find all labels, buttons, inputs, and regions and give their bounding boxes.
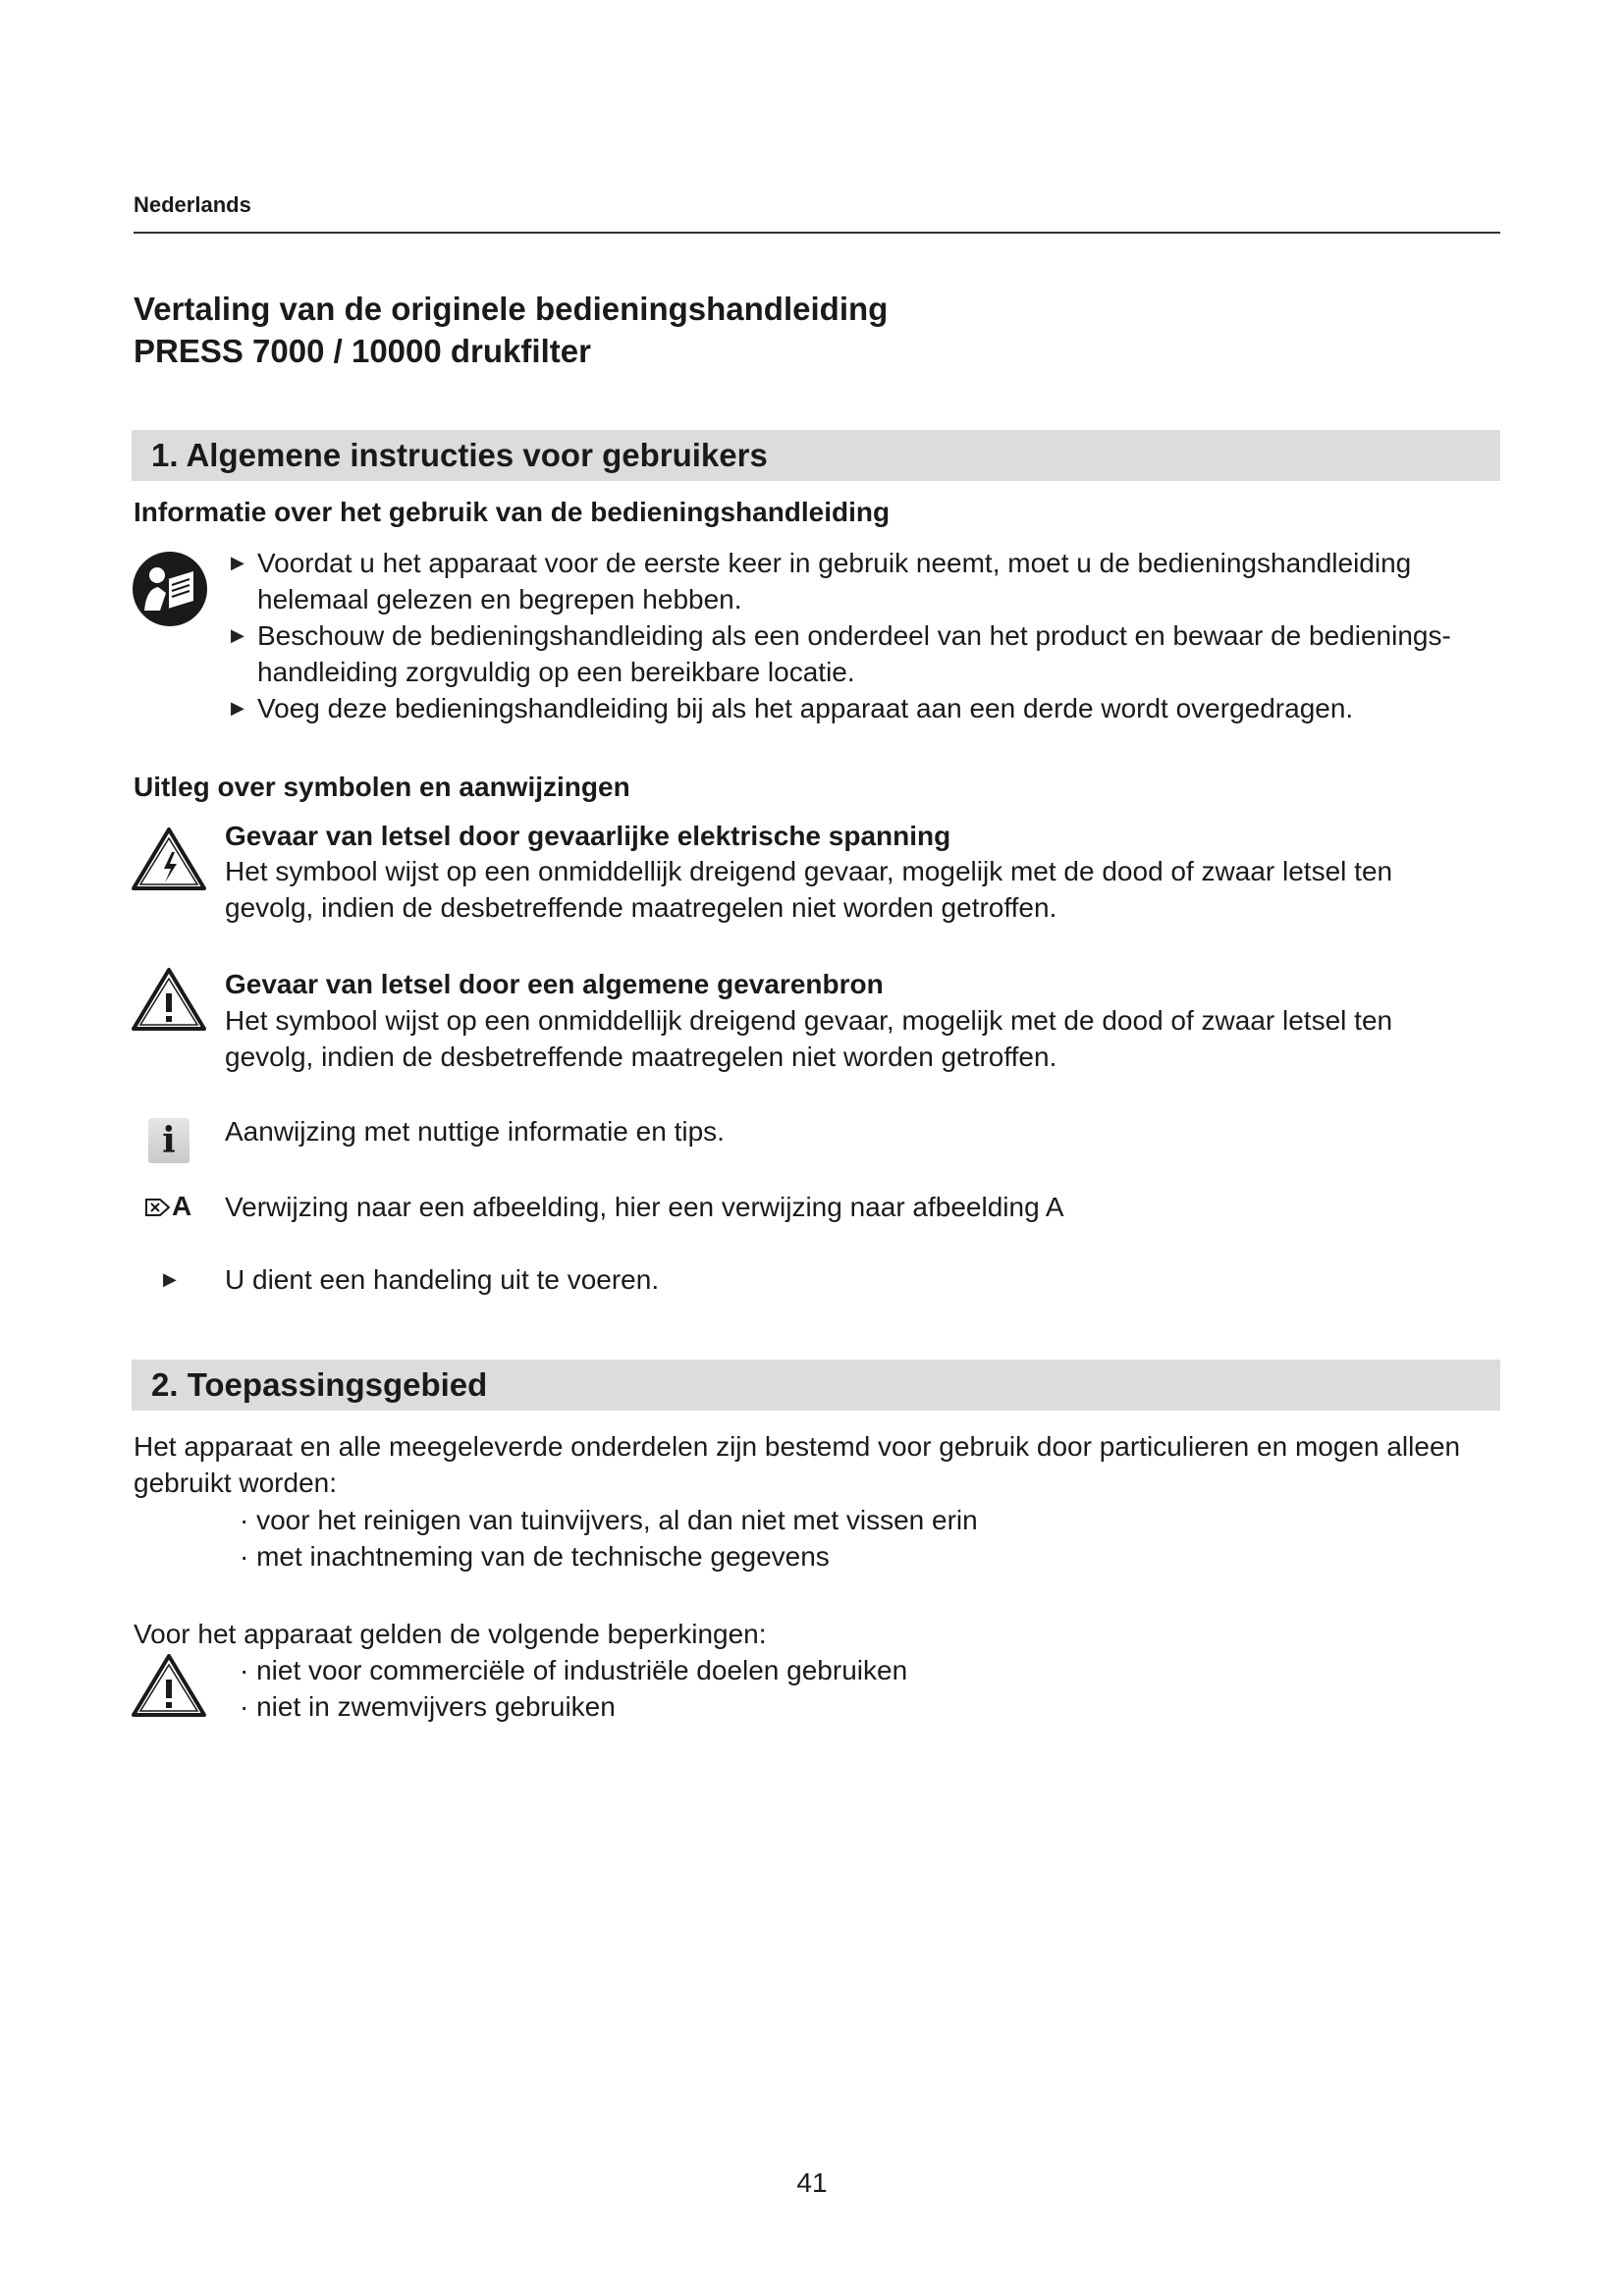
scope-intro-line-2: gebruikt worden: — [134, 1468, 338, 1498]
bullet-3-line-1: Voeg deze bedieningshandleiding bij als het apparaat aan een derde wordt overgedragen. — [257, 693, 1354, 723]
document-title: Vertaling van de originele bedieningshandleiding — [134, 291, 889, 327]
figure-reference-text: Verwijzing naar een afbeelding, hier een verwijzing naar afbeelding A — [225, 1192, 1064, 1222]
info-text: Aanwijzing met nuttige informatie en tips. — [225, 1116, 725, 1147]
section-1-header — [132, 430, 1500, 481]
header-divider — [134, 232, 1500, 234]
restrictions-intro: Voor het apparaat gelden de volgende beperkingen: — [134, 1619, 767, 1649]
general-warning-line-2: gevolg, indien de desbetreffende maatregelen niet worden getroffen. — [225, 1041, 1057, 1072]
scope-use-item: · voor het reinigen van tuinvijvers, al dan niet met vissen erin — [240, 1505, 978, 1535]
action-text: U dient een handeling uit te voeren. — [225, 1264, 660, 1295]
info-icon: i — [148, 1118, 189, 1163]
bullet-arrow-icon: ▶ — [231, 553, 244, 572]
bullet-arrow-icon: ▶ — [231, 698, 244, 718]
bullet-1-line-1: Voordat u het apparaat voor de eerste keer in gebruik neemt, moet u de bedieningshandleiding — [257, 548, 1412, 578]
action-arrow-icon: ▶ — [163, 1269, 177, 1289]
restriction-item: · niet voor commerciële of industriële doelen gebruiken — [240, 1655, 908, 1685]
general-warning-line-1: Het symbool wijst op een onmiddellijk dreigend gevaar, mogelijk met de dood of zwaar letsel ten — [225, 1005, 1393, 1036]
page-number: 41 — [796, 2167, 828, 2198]
restriction-warning-icon — [131, 1653, 207, 1718]
bullet-1-line-2: helemaal gelezen en begrepen hebben. — [257, 584, 742, 614]
section-2-heading: 2. Toepassingsgebied — [151, 1366, 488, 1403]
general-warning-title: Gevaar van letsel door een algemene gevarenbron — [225, 969, 884, 999]
figure-reference-letter: A — [172, 1191, 192, 1221]
language-label: Nederlands — [134, 192, 251, 217]
bullet-2-line-2: handleiding zorgvuldig op een bereikbare locatie. — [257, 657, 855, 687]
electric-warning-line-2: gevolg, indien de desbetreffende maatregelen niet worden getroffen. — [225, 892, 1057, 923]
usage-info-heading: Informatie over het gebruik van de bedieningshandleiding — [134, 497, 891, 527]
bullet-2-line-1: Beschouw de bedieningshandleiding als een onderdeel van het product en bewaar de bedienings- — [257, 620, 1451, 651]
symbols-heading: Uitleg over symbolen en aanwijzingen — [134, 772, 630, 802]
electric-warning-title: Gevaar van letsel door gevaarlijke elektrische spanning — [225, 821, 951, 851]
read-manual-icon — [131, 550, 209, 628]
general-warning-icon — [131, 967, 207, 1032]
scope-intro-line-1: Het apparaat en alle meegeleverde onderdelen zijn bestemd voor gebruik door particulieren en mogen alleen — [134, 1431, 1461, 1462]
figure-reference-icon — [144, 1196, 172, 1219]
electric-warning-icon — [131, 827, 207, 891]
section-1-heading: 1. Algemene instructies voor gebruikers — [151, 437, 768, 473]
scope-use-item: · met inachtneming van de technische gegevens — [240, 1541, 830, 1572]
bullet-arrow-icon: ▶ — [231, 625, 244, 645]
restriction-item: · niet in zwemvijvers gebruiken — [240, 1691, 616, 1722]
section-2-header — [132, 1360, 1500, 1411]
electric-warning-line-1: Het symbool wijst op een onmiddellijk dreigend gevaar, mogelijk met de dood of zwaar letsel ten — [225, 856, 1393, 886]
document-subtitle: PRESS 7000 / 10000 drukfilter — [134, 333, 591, 369]
